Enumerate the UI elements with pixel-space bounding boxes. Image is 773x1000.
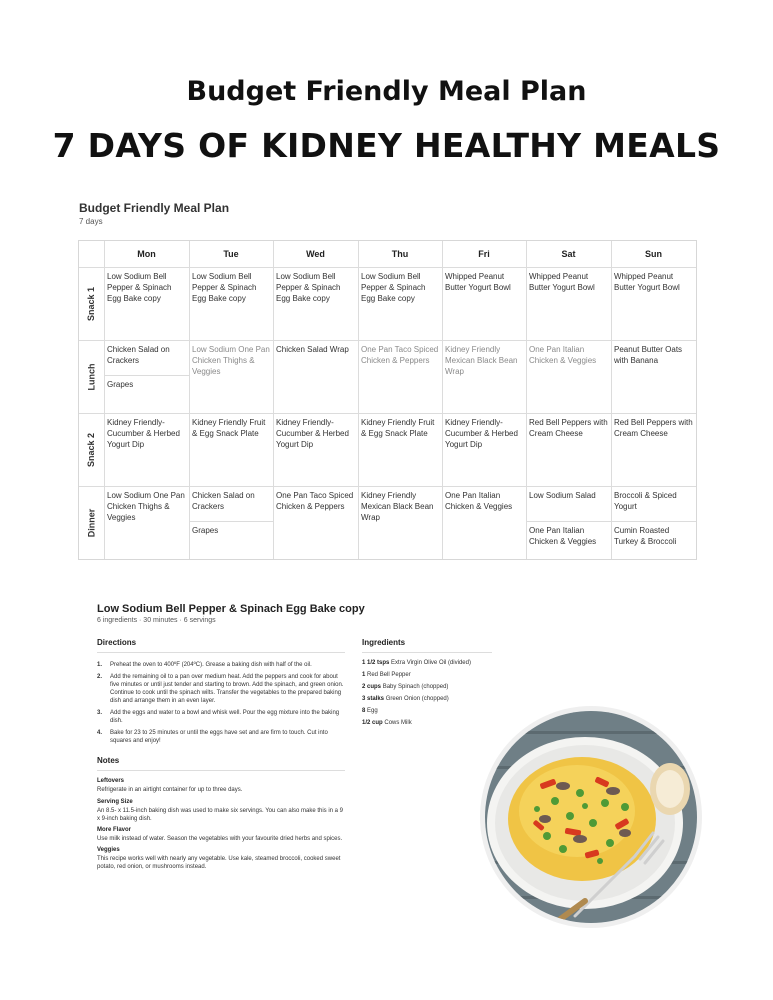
day-header-sun: Sun [645,249,662,259]
meal-cell[interactable]: Chicken Salad Wrap [276,345,349,354]
meal-cell[interactable]: One Pan Italian Chicken & Veggies [529,526,597,546]
ingredient-item: 3 stalks Green Onion (chopped) [362,696,449,702]
meal-cell[interactable]: Kidney Friendly-Cucumber & Herbed Yogurt Dip [276,418,349,449]
meal-cell[interactable]: Red Bell Peppers with Cream Cheese [529,418,608,438]
note-title: Leftovers [97,778,125,784]
row-label-dinner: Dinner [86,508,97,537]
meal-cell[interactable]: Cumin Roasted Turkey & Broccoli [614,526,677,546]
recipe-meta: 6 ingredients · 30 minutes · 6 servings [97,617,216,624]
meal-cell[interactable]: Kidney Friendly Mexican Black Bean Wrap [361,491,434,522]
meal-cell[interactable]: Peanut Butter Oats with Banana [614,345,683,365]
note-title: Veggies [97,847,120,853]
note-title: More Flavor [97,827,132,833]
meal-cell[interactable]: Low Sodium Bell Pepper & Spinach Egg Bake copy [107,272,172,303]
day-header-thu: Thu [391,249,409,259]
meal-cell[interactable]: Grapes [192,526,219,535]
day-header-mon: Mon [137,249,156,259]
meal-cell[interactable]: Whipped Peanut Butter Yogurt Bowl [529,272,595,292]
meal-cell[interactable]: Kidney Friendly Fruit & Egg Snack Plate [192,418,266,438]
meal-cell[interactable]: Chicken Salad on Crackers [107,345,170,365]
meal-cell[interactable]: Low Sodium Bell Pepper & Spinach Egg Bake copy [361,272,426,303]
meal-cell[interactable]: One Pan Italian Chicken & Veggies [445,491,513,511]
direction-step: 3. Add the eggs and water to a bowl and whisk well. Pour the egg mixture into the baking dish. [97,710,340,724]
page-subtitle: 7 DAYS OF KIDNEY HEALTHY MEALS [52,126,721,165]
note-text: Use milk instead of water. Season the vegetables with your favourite dried herbs and spices. [97,836,343,842]
direction-step: 4. Bake for 23 to 25 minutes or until the eggs have set and are firm to touch. Cut into squares and enjoy! [97,730,328,744]
meal-cell[interactable]: Grapes [107,380,134,389]
ingredient-item: 1 1/2 tsps Extra Virgin Olive Oil (divided) [362,660,471,666]
meal-cell[interactable]: Chicken Salad on Crackers [192,491,255,511]
meal-cell[interactable]: Kidney Friendly Mexican Black Bean Wrap [445,345,518,376]
notes-heading: Notes [97,756,345,771]
row-label-snack-1: Snack 1 [86,286,97,321]
meal-cell[interactable]: Whipped Peanut Butter Yogurt Bowl [445,272,511,292]
meal-plan-table [78,240,697,560]
meal-cell[interactable]: Low Sodium Salad [529,491,596,500]
ingredient-item: 1 Red Bell Pepper [362,672,411,678]
day-header-sat: Sat [561,249,576,259]
direction-step: 2. Add the remaining oil to a pan over medium heat. Add the peppers and cook for about five minutes or until just tender and starting to brown. Add the spinach, and green onion. Continue to cook until the spinach wilts. Transfer the vegetables to the prepared baking dish and arrange them in an even layer. [97,674,344,704]
note-title: Serving Size [97,799,133,805]
meal-plan-days: 7 days [79,217,103,226]
recipe-title: Low Sodium Bell Pepper & Spinach Egg Bake copy [97,603,365,615]
day-header-wed: Wed [306,249,325,259]
meal-cell[interactable]: Kidney Friendly Fruit & Egg Snack Plate [361,418,435,438]
day-header-tue: Tue [223,249,239,259]
ingredients-heading: Ingredients [362,638,492,653]
direction-step: 1. Preheat the oven to 400ºF (204ºC). Grease a baking dish with half of the oil. [97,662,312,668]
meal-cell[interactable]: Whipped Peanut Butter Yogurt Bowl [614,272,680,292]
meal-cell[interactable]: Low Sodium One Pan Chicken Thighs & Veggies [192,345,270,376]
note-text: This recipe works well with nearly any vegetable. Use kale, steamed broccoli, cooked sweet potato, red onion, or mushrooms instead. [97,856,341,870]
row-label-lunch: Lunch [86,363,97,390]
meal-cell[interactable]: Low Sodium One Pan Chicken Thighs & Veggies [107,491,185,522]
meal-cell[interactable]: Low Sodium Bell Pepper & Spinach Egg Bake copy [276,272,341,303]
meal-cell[interactable]: Broccoli & Spiced Yogurt [614,491,677,511]
ingredient-item: 8 Egg [362,708,378,714]
directions-heading: Directions [97,638,345,653]
meal-plan-title: Budget Friendly Meal Plan [79,201,230,215]
day-header-fri: Fri [478,249,490,259]
egg-bake-photo [485,711,697,923]
meal-cell[interactable]: One Pan Taco Spiced Chicken & Peppers [276,491,354,511]
ingredient-item: 2 cups Baby Spinach (chopped) [362,684,449,690]
meal-cell[interactable]: Kidney Friendly-Cucumber & Herbed Yogurt Dip [107,418,180,449]
meal-cell[interactable]: Kidney Friendly-Cucumber & Herbed Yogurt Dip [445,418,518,449]
meal-cell[interactable]: Low Sodium Bell Pepper & Spinach Egg Bake copy [192,272,257,303]
ingredient-item: 1/2 cup Cows Milk [362,720,412,726]
row-label-snack-2: Snack 2 [86,432,97,467]
meal-cell[interactable]: One Pan Italian Chicken & Veggies [529,345,597,365]
meal-cell[interactable]: Red Bell Peppers with Cream Cheese [614,418,693,438]
note-text: Refrigerate in an airtight container for up to three days. [97,787,243,793]
note-text: An 8.5- x 11.5-inch baking dish was used to make six servings. You can also make this in a 9 x 9-inch baking dish. [97,808,344,822]
page-title: Budget Friendly Meal Plan [186,76,587,107]
meal-cell[interactable]: One Pan Taco Spiced Chicken & Peppers [361,345,439,365]
